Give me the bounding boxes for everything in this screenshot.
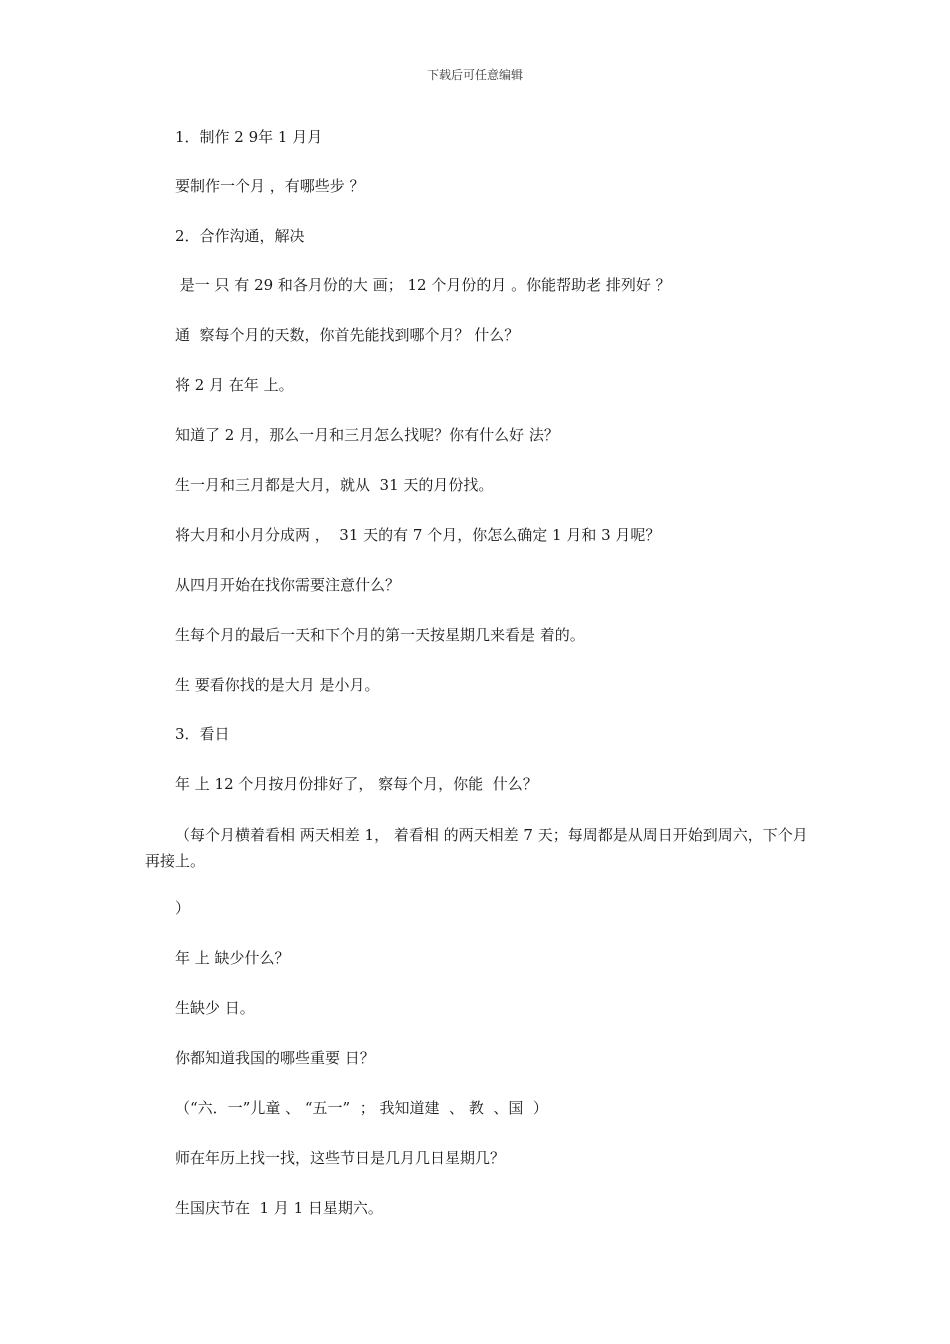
paragraph: 通 察每个月的天数，你首先能找到哪个月？ 什么？: [175, 326, 520, 344]
paragraph: 生 要看你找的是大月 是小月。: [175, 676, 380, 694]
paragraph: 年 上 12 个月按月份排好了， 察每个月，你能 什么？: [175, 775, 538, 793]
paragraph: 知道了 2 月，那么一月和三月怎么找呢？你有什么好 法？: [175, 426, 559, 444]
paragraph: 你都知道我国的哪些重要 日？: [175, 1049, 375, 1067]
paragraph: 生缺少 日。: [175, 999, 255, 1017]
section-heading-2: 2．合作沟通，解决: [175, 227, 305, 245]
paragraph: 从四月开始在找你需要注意什么？: [175, 576, 401, 594]
paragraph: （“六．一”儿童 、 “五一” ； 我知道建 、 教 、国 ）: [175, 1099, 548, 1117]
paragraph: 师在年历上找一找，这些节日是几月几日星期几？: [175, 1149, 506, 1167]
paragraph: 年 上 缺少什么？: [175, 949, 290, 967]
paragraph: ）: [175, 899, 191, 917]
paragraph: 生国庆节在 1 月 1 日星期六。: [175, 1199, 383, 1217]
paragraph: 是一 只 有 29 和各月份的大 画； 12 个月份的月 。你能帮助老 排列好 ？: [175, 276, 671, 294]
paragraph: 将大月和小月分成两 ， 31 天的有 7 个月，你怎么确定 1 月和 3 月呢？: [175, 526, 661, 544]
paragraph: 生每个月的最后一天和下个月的第一天按星期几来看是 着的。: [175, 626, 585, 644]
paragraph: 生一月和三月都是大月，就从 31 天的月份找。: [175, 476, 494, 494]
section-heading-1: 1．制作 2 9年 1 月月: [175, 128, 323, 146]
paragraph-wrapped: （每个月横着看相 两天相差 1， 着看相 的两天相差 7 天；每周都是从周日开始到周六，下个月再接上。: [145, 826, 808, 870]
paragraph: 将 2 月 在年 上。: [175, 376, 294, 394]
page-header: 下载后可任意编辑: [426, 68, 523, 82]
paragraph: 要制作一个月 ，有哪些步 ？: [175, 177, 365, 195]
section-heading-3: 3．看日: [175, 725, 230, 743]
